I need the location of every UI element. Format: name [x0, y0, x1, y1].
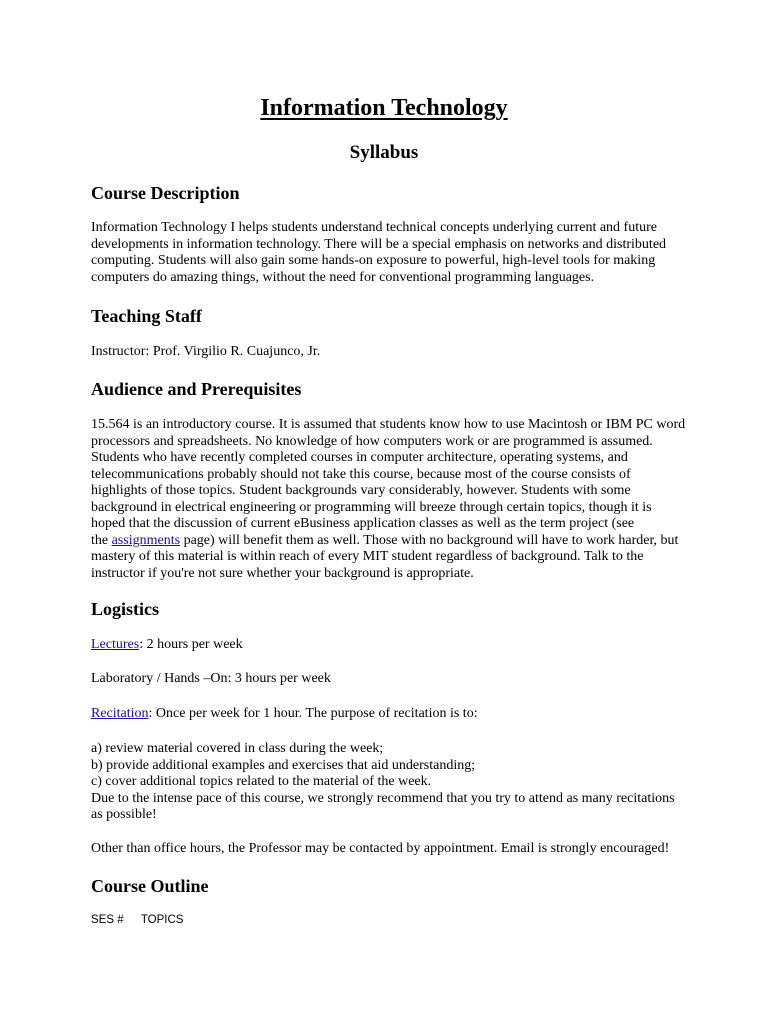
link-suffix: page) will benefit them as well. Those with no background will have to work harder, but: [180, 532, 679, 548]
lectures-line: [91, 637, 691, 654]
teaching-staff-heading: Teaching Staff: [91, 306, 202, 326]
text-line: developments in information technology. There will be a special emphasis on networks and distributed: [91, 236, 667, 252]
text-line: 15.564 is an introductory course. It is assumed that students know how to use Macintosh or IBM PC word: [91, 417, 686, 432]
purpose-item: b) provide additional examples and exercises that aid understanding;: [91, 757, 476, 773]
text-line: hoped that the discussion of current eBusiness application classes as well as the term project (see: [91, 516, 635, 531]
text-line: telecommunications probably should not take this course, because most of the course consists of: [91, 466, 631, 482]
logistics-heading: Logistics: [91, 599, 160, 619]
outline-table-header: [91, 913, 183, 927]
audience-heading: Audience and Prerequisites: [91, 379, 302, 399]
laboratory-line: Laboratory / Hands –On: 3 hours per week: [91, 671, 331, 686]
text-line: computers do amazing things, without the need for conventional programming languages.: [91, 269, 595, 285]
course-outline-heading: Course Outline: [91, 876, 209, 896]
column-header-session: SES #: [91, 914, 124, 926]
document-title-text: Information Technology: [260, 95, 508, 121]
document-subtitle: Syllabus: [349, 142, 419, 163]
link-prefix: the: [91, 532, 112, 548]
purpose-item: a) review material covered in class during the week;: [91, 741, 384, 756]
recitation-line: [91, 706, 691, 723]
purpose-item: c) cover additional topics related to the material of the week.: [91, 774, 432, 789]
contact-line: Other than office hours, the Professor may be contacted by appointment. Email is strongly encouraged!: [91, 841, 670, 856]
lectures-link[interactable]: Lectures: [91, 637, 140, 652]
text-line: highlights of those topics. Student backgrounds vary considerably, however. Students with some: [91, 483, 631, 498]
instructor-line: Instructor: Prof. Virgilio R. Cuajunco, Jr.: [91, 344, 321, 359]
course-description-paragraph: [91, 220, 691, 286]
text-line: Students who have recently completed courses in computer architecture, operating systems, and: [91, 450, 628, 465]
assignments-link[interactable]: assignments: [111, 532, 181, 548]
course-description-heading: Course Description: [91, 183, 240, 203]
audience-paragraph: [91, 417, 691, 582]
column-header-topics: TOPICS: [140, 914, 184, 926]
text-line: background in electrical engineering or programming will breeze through certain topics, though it is: [91, 499, 652, 515]
text-line: computing. Students will also gain some hands-on exposure to powerful, high-level tools for making: [91, 253, 656, 268]
recitation-text: : Once per week for 1 hour. The purpose of recitation is to:: [148, 706, 478, 721]
text-line: instructor if you're not sure whether your background is appropriate.: [91, 565, 474, 581]
lectures-text: : 2 hours per week: [139, 637, 243, 652]
recitation-purposes: [91, 741, 691, 824]
text-line: Due to the intense pace of this course, we strongly recommend that you try to attend as many recitations: [91, 790, 675, 806]
text-line: as possible!: [91, 807, 157, 822]
document-title: [0, 93, 768, 123]
recitation-link[interactable]: Recitation: [91, 706, 149, 721]
text-line: processors and spreadsheets. No knowledge of how computers work or are programmed is assumed.: [91, 433, 653, 449]
text-line: mastery of this material is within reach of every MIT student regardless of background. Talk to the: [91, 549, 644, 564]
text-line-with-link: [91, 533, 691, 550]
text-line: Information Technology I helps students understand technical concepts underlying current and future: [91, 220, 657, 235]
